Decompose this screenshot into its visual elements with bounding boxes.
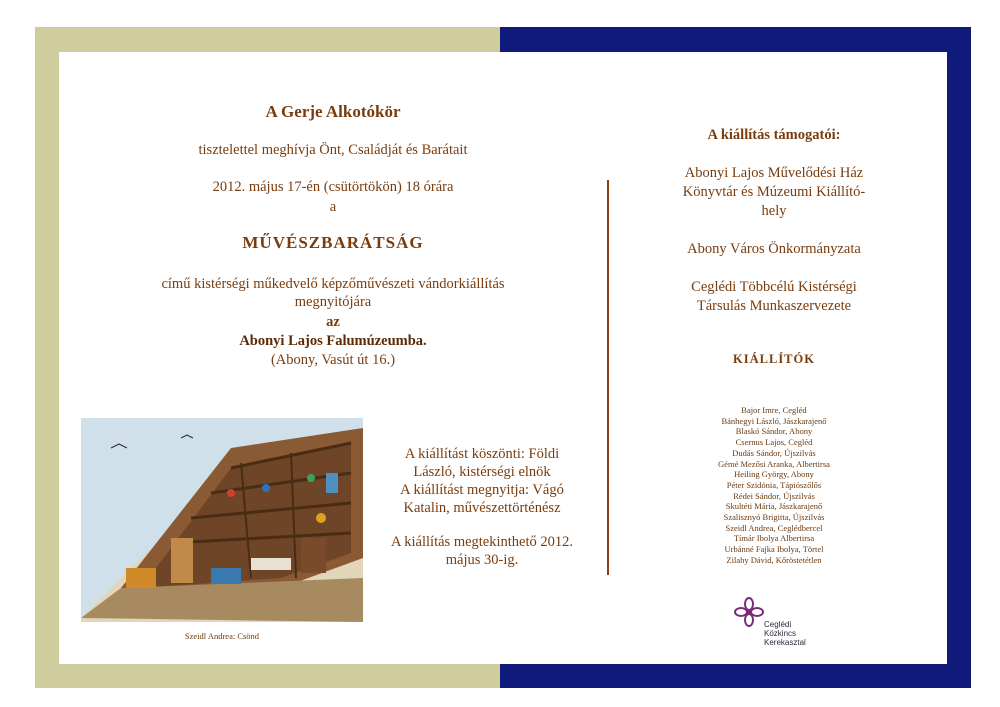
article-line: a xyxy=(329,199,337,215)
supporter-1-line-1: Abonyi Lajos Művelődési Ház xyxy=(684,165,864,181)
painting-image xyxy=(81,418,363,622)
exhibitor-item: Zilahy Dávid, Kőröstetétlen xyxy=(726,554,822,565)
exhibitors-title: KIÁLLÍTÓK xyxy=(733,352,815,366)
exhibitor-item: Blaskó Sándor, Abony xyxy=(735,426,813,437)
exhibitor-item: Szeidl Andrea, Ceglédbercel xyxy=(725,522,823,533)
exhibitor-item: Péter Szidónia, Tápiószőlős xyxy=(726,479,822,490)
exhibitor-item: Csernus Lajos, Cegléd xyxy=(735,437,813,448)
exhibitor-item: Tímár Ibolya Albertirsa xyxy=(733,533,815,544)
supporter-3-line-2: Társulás Munkaszervezete xyxy=(696,298,852,314)
description-line-2: megnyitójára xyxy=(294,294,372,310)
logo-line-2: Közkincs xyxy=(764,629,797,638)
logo-line-3: Kerekasztal xyxy=(764,638,806,647)
exhibitors-list xyxy=(649,405,899,566)
venue-address: (Abony, Vasút út 16.) xyxy=(270,352,396,368)
invite-line: tisztelettel meghívja Önt, Családját és Barátait xyxy=(198,142,468,158)
logo-line-1: Ceglédi xyxy=(764,620,792,629)
invitation-card xyxy=(59,52,947,664)
supporter-1-line-2: Könyvtár és Múzeumi Kiállító- xyxy=(682,184,866,200)
description-line-1: című kistérségi műkedvelő képzőművészeti vándorkiállítás xyxy=(161,276,505,292)
logo-text xyxy=(764,620,806,647)
greeting-line-1: A kiállítást köszönti: Földi xyxy=(404,446,560,462)
opening-line-1: A kiállítást megnyitja: Vágó xyxy=(400,482,564,498)
exhibition-title: MŰVÉSZBARÁTSÁG xyxy=(242,233,424,252)
venue-name: Abonyi Lajos Falumúzeumba. xyxy=(239,333,427,349)
opening-line-2: Katalin, művészettörténész xyxy=(403,500,561,516)
date-line: 2012. május 17-én (csütörtökön) 18 órára xyxy=(212,179,454,195)
supporter-1 xyxy=(649,164,899,221)
supporters-title: A kiállítás támogatói: xyxy=(707,127,841,143)
exhibitor-item: Bajor Imre, Cegléd xyxy=(741,405,807,415)
flower-logo-icon xyxy=(734,597,764,627)
greeting-line-2: László, kistérségi elnök xyxy=(413,464,551,480)
exhibitor-item: Szalisznyó Brigitta, Újszilvás xyxy=(723,512,825,523)
exhibitor-item: Skultéti Mária, Jászkarajenő xyxy=(725,501,823,512)
supporter-1-line-3: hely xyxy=(761,203,787,219)
az-line: az xyxy=(326,314,340,330)
supporter-2: Abony Város Önkormányzata xyxy=(687,241,861,257)
exhibitor-item: Heiling György, Abony xyxy=(734,469,814,480)
exhibitor-item: Bánhegyi László, Jászkarajenő xyxy=(721,415,827,426)
supporter-3-line-1: Ceglédi Többcélú Kistérségi xyxy=(691,279,857,295)
viewing-line-2: május 30-ig. xyxy=(445,552,519,568)
exhibitor-item: Urbánné Fajka Ibolya, Törtel xyxy=(724,544,824,555)
supporter-3 xyxy=(649,278,899,316)
exhibitor-item: Rédei Sándor, Újszilvás xyxy=(733,490,815,501)
painting-caption: Szeidl Andrea: Csönd xyxy=(184,631,260,641)
greeting-paragraph xyxy=(377,445,587,517)
viewing-line-1: A kiállítás megtekinthető 2012. xyxy=(390,534,574,550)
vertical-divider xyxy=(607,180,609,575)
organizer-name: A Gerje Alkotókör xyxy=(265,102,401,121)
speeches-block xyxy=(377,445,587,585)
exhibitor-item: Dudás Sándor, Újszilvás xyxy=(732,447,816,458)
exhibitor-item: Gémé Mezősi Aranka, Albertirsa xyxy=(718,458,830,469)
viewing-paragraph xyxy=(377,533,587,569)
